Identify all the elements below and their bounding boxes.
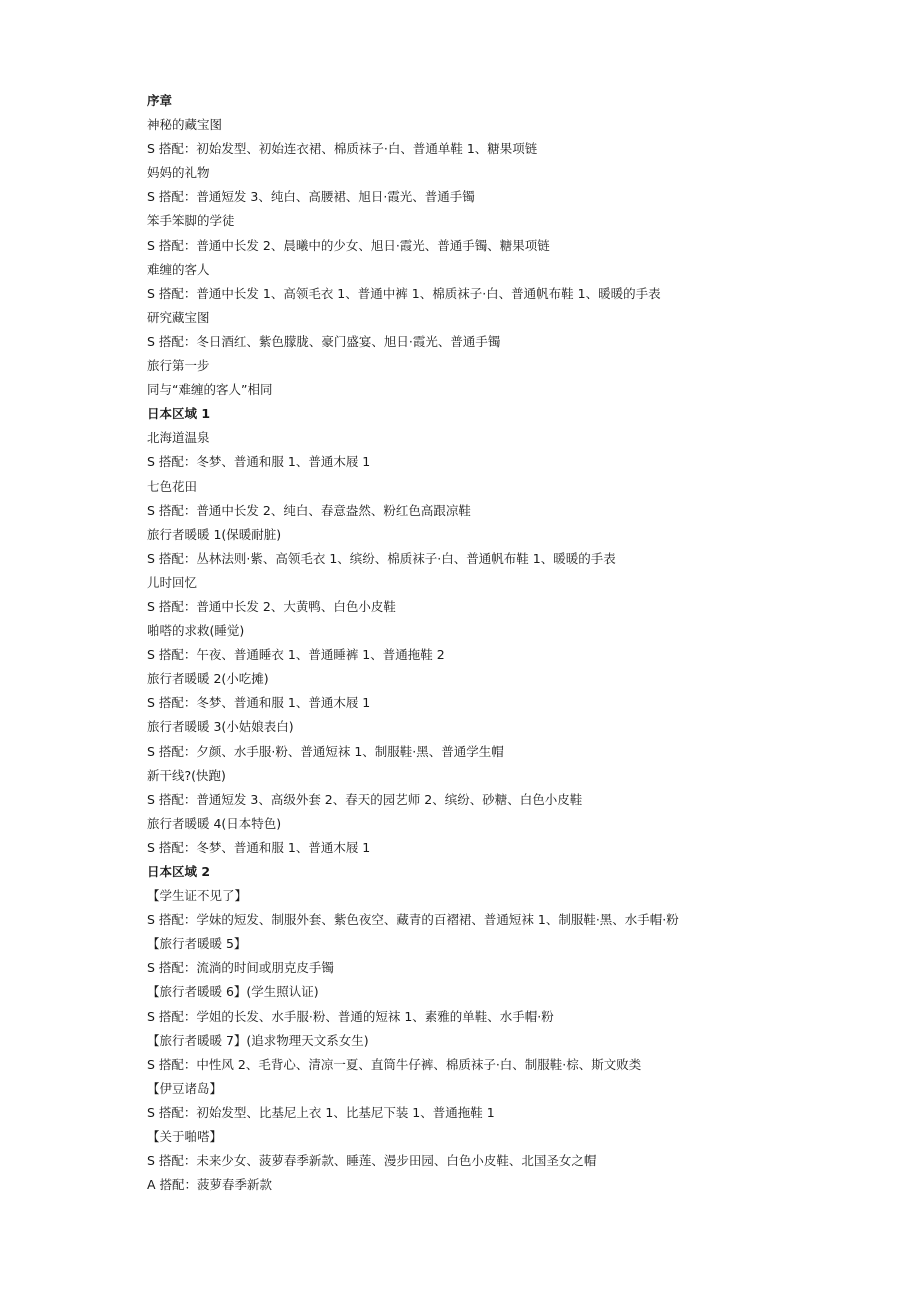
text-line: S 搭配：普通中长发 2、大黄鸭、白色小皮鞋 xyxy=(147,598,396,614)
text-line: 笨手笨脚的学徒 xyxy=(147,213,235,229)
text-line: 儿时回忆 xyxy=(147,574,198,590)
text-line: 【伊豆诸岛】 xyxy=(147,1080,223,1096)
text-line: S 搭配：学妹的短发、制服外套、紫色夜空、藏青的百褶裙、普通短袜 1、制服鞋·黑、水手帽·粉 xyxy=(147,912,679,928)
text-line: S 搭配：午夜、普通睡衣 1、普通睡裤 1、普通拖鞋 2 xyxy=(147,647,445,663)
text-line: A 搭配：菠萝春季新款 xyxy=(147,1177,273,1193)
text-line: 旅行者暖暖 4(日本特色) xyxy=(147,815,282,831)
text-line: 新干线?(快跑) xyxy=(147,767,226,783)
text-line: 北海道温泉 xyxy=(147,430,210,446)
text-line: 啪嗒的求救(睡觉) xyxy=(147,623,245,639)
text-line: S 搭配：学姐的长发、水手服·粉、普通的短袜 1、素雅的单鞋、水手帽·粉 xyxy=(147,1008,554,1024)
section-heading: 序章 xyxy=(147,93,173,108)
text-line: 【旅行者暖暖 7】(追求物理天文系女生) xyxy=(147,1032,369,1048)
section-heading: 日本区域 1 xyxy=(147,406,211,422)
text-line: 【旅行者暖暖 5】 xyxy=(147,936,247,952)
text-line: 旅行者暖暖 1(保暖耐脏) xyxy=(147,526,282,542)
text-line: 【旅行者暖暖 6】(学生照认证) xyxy=(147,984,319,1000)
text-line: S 搭配：普通中长发 2、纯白、春意盎然、粉红色高跟凉鞋 xyxy=(147,502,471,518)
text-line: 妈妈的礼物 xyxy=(147,165,210,181)
text-line: S 搭配：普通短发 3、高级外套 2、春天的园艺师 2、缤纷、砂糖、白色小皮鞋 xyxy=(147,791,583,807)
text-line: S 搭配：冬梦、普通和服 1、普通木屐 1 xyxy=(147,695,371,711)
text-line: 旅行者暖暖 3(小姑娘表白) xyxy=(147,719,294,735)
text-line: 旅行者暖暖 2(小吃摊) xyxy=(147,671,269,687)
text-line: S 搭配：初始发型、初始连衣裙、棉质袜子·白、普通单鞋 1、糖果项链 xyxy=(147,141,538,157)
text-line: S 搭配：冬梦、普通和服 1、普通木屐 1 xyxy=(147,839,371,855)
text-line: S 搭配：流淌的时间或朋克皮手镯 xyxy=(147,960,334,976)
text-line: 研究藏宝图 xyxy=(147,309,210,325)
text-line: S 搭配：中性风 2、毛背心、清凉一夏、直筒牛仔裤、棉质袜子·白、制服鞋·棕、斯文败类 xyxy=(147,1056,642,1072)
text-line: 神秘的藏宝图 xyxy=(147,117,223,133)
text-line: S 搭配：冬梦、普通和服 1、普通木屐 1 xyxy=(147,454,371,470)
text-line: S 搭配：普通中长发 1、高领毛衣 1、普通中裤 1、棉质袜子·白、普通帆布鞋 1、暖暖的手表 xyxy=(147,285,661,301)
section-heading: 日本区域 2 xyxy=(147,864,211,879)
text-line: 同与“难缠的客人”相同 xyxy=(147,382,273,398)
text-line: S 搭配：冬日酒红、紫色朦胧、豪门盛宴、旭日·霞光、普通手镯 xyxy=(147,333,501,349)
text-line: S 搭配：夕颜、水手服·粉、普通短袜 1、制服鞋·黑、普通学生帽 xyxy=(147,743,504,759)
text-line: S 搭配：丛林法则·紫、高领毛衣 1、缤纷、棉质袜子·白、普通帆布鞋 1、暖暖的手表 xyxy=(147,550,616,566)
text-line: S 搭配：初始发型、比基尼上衣 1、比基尼下装 1、普通拖鞋 1 xyxy=(147,1104,495,1120)
text-line: S 搭配：普通短发 3、纯白、高腰裙、旭日·霞光、普通手镯 xyxy=(147,189,475,205)
text-line: 旅行第一步 xyxy=(147,358,210,374)
text-line: 难缠的客人 xyxy=(147,261,210,277)
text-line: 七色花田 xyxy=(147,478,198,494)
text-line: 【关于啪嗒】 xyxy=(147,1129,223,1145)
text-line: S 搭配：未来少女、菠萝春季新款、睡莲、漫步田园、白色小皮鞋、北国圣女之帽 xyxy=(147,1153,597,1169)
document-body xyxy=(147,89,847,1197)
text-line: S 搭配：普通中长发 2、晨曦中的少女、旭日·霞光、普通手镯、糖果项链 xyxy=(147,237,550,253)
text-line: 【学生证不见了】 xyxy=(147,888,248,904)
